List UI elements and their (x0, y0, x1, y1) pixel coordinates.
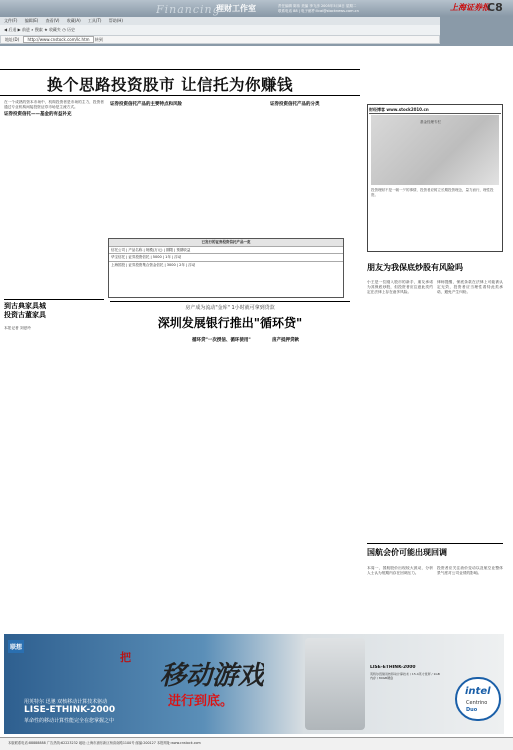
left-section-rule (4, 299, 104, 300)
sidebar-rule (367, 543, 503, 544)
newspaper-logo: 上海证券报 (450, 3, 490, 12)
main-headline: 换个思路投资股市 让信托为你赚钱 (47, 76, 293, 94)
sidebar-col-3: 本周一，国航股价出现较大波动，分析人士认为短期内存在回调压力。 (367, 566, 433, 575)
center-section-rule (110, 301, 350, 302)
table-title: 已发行的证券投资信托产品一览 (109, 239, 343, 246)
center-col-2 (192, 336, 267, 586)
ad-model-name: LISE-ETHINK-2000 (24, 705, 116, 715)
article-subhead-2: 证券投资信托产品的主要特点和风险 (110, 102, 182, 107)
star-icon[interactable]: ★ (44, 27, 49, 32)
left-article-body (4, 326, 104, 586)
table-row: 华宝信托 | 证券投资信托 | 5000 | 1年 | 浮动 (109, 253, 343, 260)
dateline-line1: 责任编辑 陈伟 美编 李飞彦 2005年5月8日 星期二 (278, 4, 357, 8)
table-row: 信托公司 | 产品名称 | 规模(万元) | 期限 | 预期收益 (109, 246, 343, 253)
browser-toolbar (0, 25, 440, 35)
intel-sub-text: Centrino (466, 700, 488, 706)
blog-header[interactable]: 财经博客 www.stock2010.cn (369, 105, 501, 114)
intel-badge (455, 677, 501, 721)
table-row: 上海国投 | 证券投资集合资金信托 | 3000 | 2年 | 浮动 (109, 261, 343, 268)
menu-favorites[interactable]: 收藏(A) (66, 18, 81, 23)
article-col-1 (4, 100, 104, 295)
history-button[interactable]: 历史 (66, 27, 75, 32)
photo-caption: 基金经理专栏 (420, 120, 441, 124)
page-code: C8 (487, 1, 503, 14)
trust-products-table (108, 238, 344, 298)
menu-tools[interactable]: 工具(T) (87, 18, 102, 23)
intel-sub-text-2: Duo (466, 707, 478, 713)
blog-body: 投资理财不是一朝一夕的事情，投资者应树立长期投资理念，量力而行，理性投资。 (371, 188, 494, 197)
article-col-2 (110, 100, 185, 235)
address-input[interactable]: http://www.cnstock.com/lc.htm (23, 36, 93, 43)
page-footer: 本版联系电话:88888888 广告热线:62223232 地址:上海市浦东新区杨高南路1100号 邮编:200127 本报网址:www.cnstock.com (0, 737, 513, 750)
ad-title-suffix: 进行到底。 (168, 694, 234, 709)
section-english-title: Financing (156, 3, 221, 16)
section-title: 理财工作室 (216, 4, 256, 13)
history-icon[interactable]: ◷ (62, 27, 67, 32)
ad-tagline: 用英特尔 迅驰 双核移动计算技术驱动 (24, 699, 108, 705)
center-subhead-2: 房产抵押贷款 (272, 338, 299, 343)
center-col-1 (112, 336, 187, 586)
menu-help[interactable]: 帮助(H) (108, 18, 123, 23)
center-headline: 深圳发展银行推出"循环贷" (157, 316, 303, 330)
browser-menubar (0, 17, 440, 25)
article-subhead-1: 证券投资信托——基金的有益补充 (4, 112, 72, 117)
ad-specs: 英特尔迅驰双核移动计算技术 / 15.4英寸宽屏 / 1GB内存 / 80GB硬盘 (370, 672, 440, 680)
back-icon[interactable]: ◀ (4, 27, 9, 32)
left-article-author: 本报记者 刘爱玲 (4, 326, 31, 330)
ad-device-image (305, 638, 365, 730)
article-col-3 (190, 100, 265, 235)
back-button[interactable]: 后退 (8, 27, 17, 32)
center-subhead-1: 循环贷"一次授信、循环使用" (192, 338, 251, 343)
go-button[interactable]: 转到 (94, 37, 103, 42)
article-lead: 在一个成熟的资本市场中，机构投资者是市场的主力，投资者通过专业机构间接投资证券市场是主流方式。 (4, 100, 104, 109)
dateline (278, 4, 388, 14)
favorites-button[interactable]: 收藏夹 (48, 27, 61, 32)
sidebar-title-2: 国航会价可能出现回调 (367, 548, 447, 557)
ad-slogan: 革命性的移动计算性能完全在您掌握之中 (24, 718, 115, 724)
article-subhead-3: 证券投资信托产品的分类 (270, 102, 320, 107)
search-button[interactable]: 搜索 (34, 27, 43, 32)
menu-view[interactable]: 查看(V) (45, 18, 60, 23)
ad-title-main: 移动游戏 (160, 661, 265, 691)
sidebar-col-1: 小王是一位刚入股市的新手，朋友承诺为其保底炒股，但投资者应注意此类约定在法律上存在诸多风险。 (367, 280, 433, 294)
headline-rule (0, 69, 360, 70)
sidebar-col-4: 投资者应关注油价变动以及航空业整体景气度对公司业绩的影响。 (437, 566, 503, 575)
center-col-3 (272, 336, 347, 586)
forward-icon[interactable]: ▶ (17, 27, 22, 32)
menu-file[interactable]: 文件(F) (4, 18, 18, 23)
ad-model-name-2: LISE-ETHINK-2000 (370, 665, 416, 670)
address-label: 地址(D) (5, 37, 20, 42)
article-col-4 (270, 100, 345, 235)
headline-rule-bottom (0, 95, 360, 96)
columnist-photo (371, 115, 499, 185)
sidebar-title-1: 朋友为我保底炒股有风险吗 (367, 263, 463, 272)
left-article-title: 到古典家具城 投资古董家具 (4, 302, 46, 319)
intel-logo-text: intel (465, 686, 491, 697)
address-bar (0, 35, 440, 44)
search-icon[interactable]: ⌕ (31, 27, 35, 32)
menu-edit[interactable]: 编辑(E) (24, 18, 39, 23)
forward-button[interactable]: 前进 (22, 27, 30, 32)
ad-brand-logo: 联想 (8, 640, 24, 653)
sidebar-col-2: 律师提醒，保底条款在法律上可能被认定无效，投资者应当理性看待此类承诺，避免产生纠纷。 (437, 280, 503, 294)
dateline-line2: 联系电话 88 | 电子邮件:licai@stocknews.com.cn (278, 9, 359, 13)
center-kicker: 房产成为流动"金库" 1小时就可拿到贷款 (185, 305, 275, 311)
ad-title-prefix: 把 (120, 651, 131, 664)
